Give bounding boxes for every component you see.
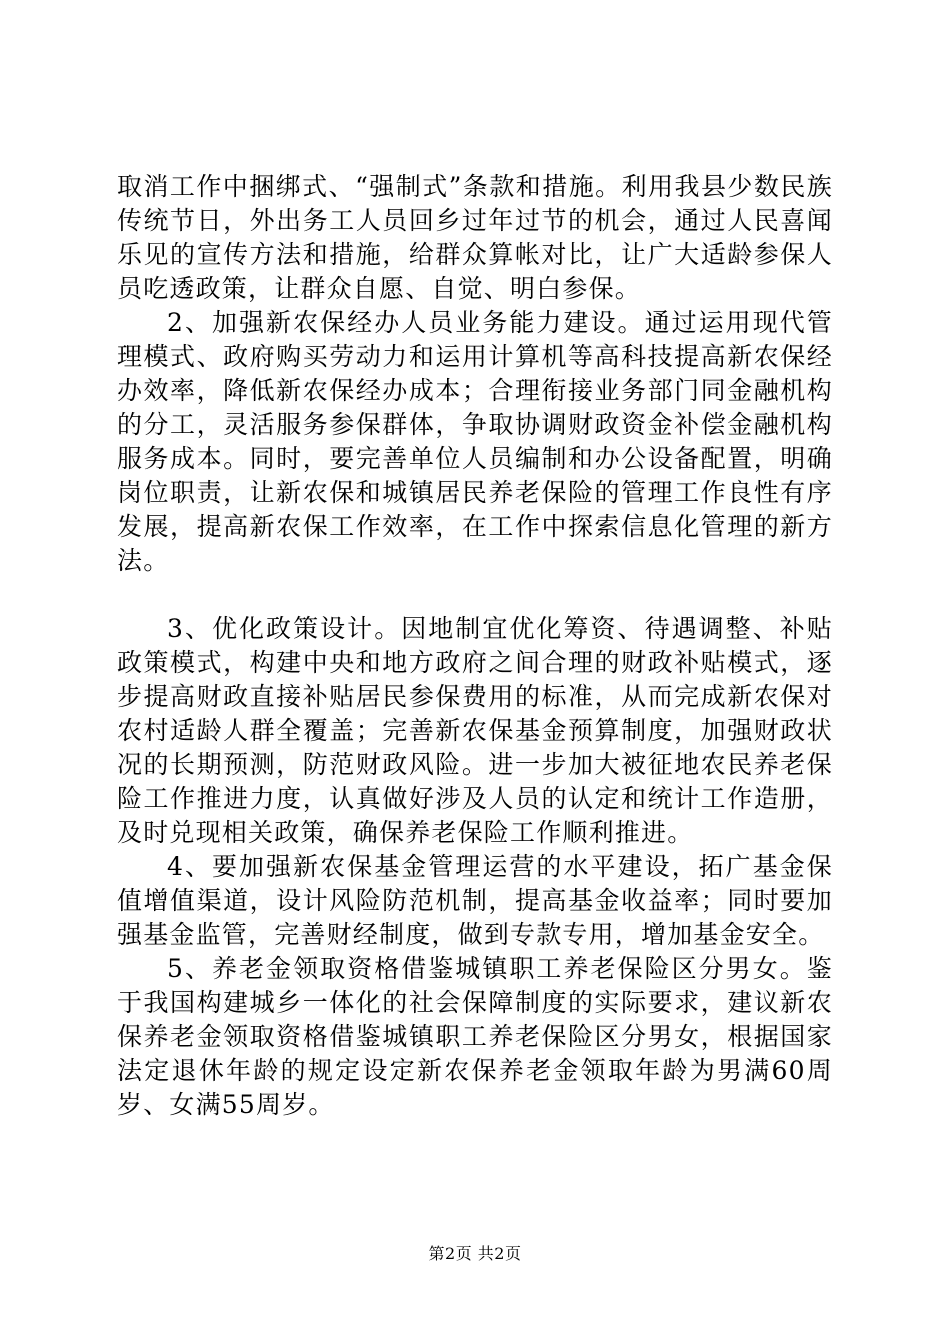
paragraph-item-4: 4、要加强新农保基金管理运营的水平建设，拓广基金保值增值渠道，设计风险防范机制，提高基金收益率；同时要加强基金监管，完善财经制度，做到专款专用，增加基金安全。 (117, 852, 833, 949)
paragraph-item-3: 3、优化政策设计。因地制宜优化筹资、待遇调整、补贴政策模式，构建中央和地方政府之间合理的财政补贴模式，逐步提高财政直接补贴居民参保费用的标准，从而完成新农保对农村适龄人群全覆盖；完善新农保基金预算制度，加强财政状况的长期预测，防范财政风险。进一步加大被征地农民养老保险工作推进力度，认真做好涉及人员的认定和统计工作造册，及时兑现相关政策，确保养老保险工作顺利推进。 (117, 614, 833, 847)
page-number-footer: 第2页 共2页 (428, 1244, 522, 1263)
paragraph-item-5: 5、养老金领取资格借鉴城镇职工养老保险区分男女。鉴于我国构建城乡一体化的社会保障制度的实际要求，建议新农保养老金领取资格借鉴城镇职工养老保险区分男女，根据国家法定退休年龄的规定设定新农保养老金领取年龄为男满60周岁、女满55周岁。 (117, 954, 833, 1119)
paragraph-item-2: 2、加强新农保经办人员业务能力建设。通过运用现代管理模式、政府购买劳动力和运用计算机等高科技提高新农保经办效率，降低新农保经办成本；合理衔接业务部门同金融机构的分工，灵活服务参保群体，争取协调财政资金补偿金融机构服务成本。同时，要完善单位人员编制和办公设备配置，明确岗位职责，让新农保和城镇居民养老保险的管理工作良性有序发展，提高新农保工作效率，在工作中探索信息化管理的新方法。 (117, 308, 833, 575)
document-body (117, 170, 833, 1122)
paragraph-continuation: 取消工作中捆绑式、“强制式”条款和措施。利用我县少数民族传统节日，外出务工人员回乡过年过节的机会，通过人民喜闻乐见的宣传方法和措施，给群众算帐对比，让广大适龄参保人员吃透政策，让群众自愿、自觉、明白参保。 (117, 172, 833, 303)
